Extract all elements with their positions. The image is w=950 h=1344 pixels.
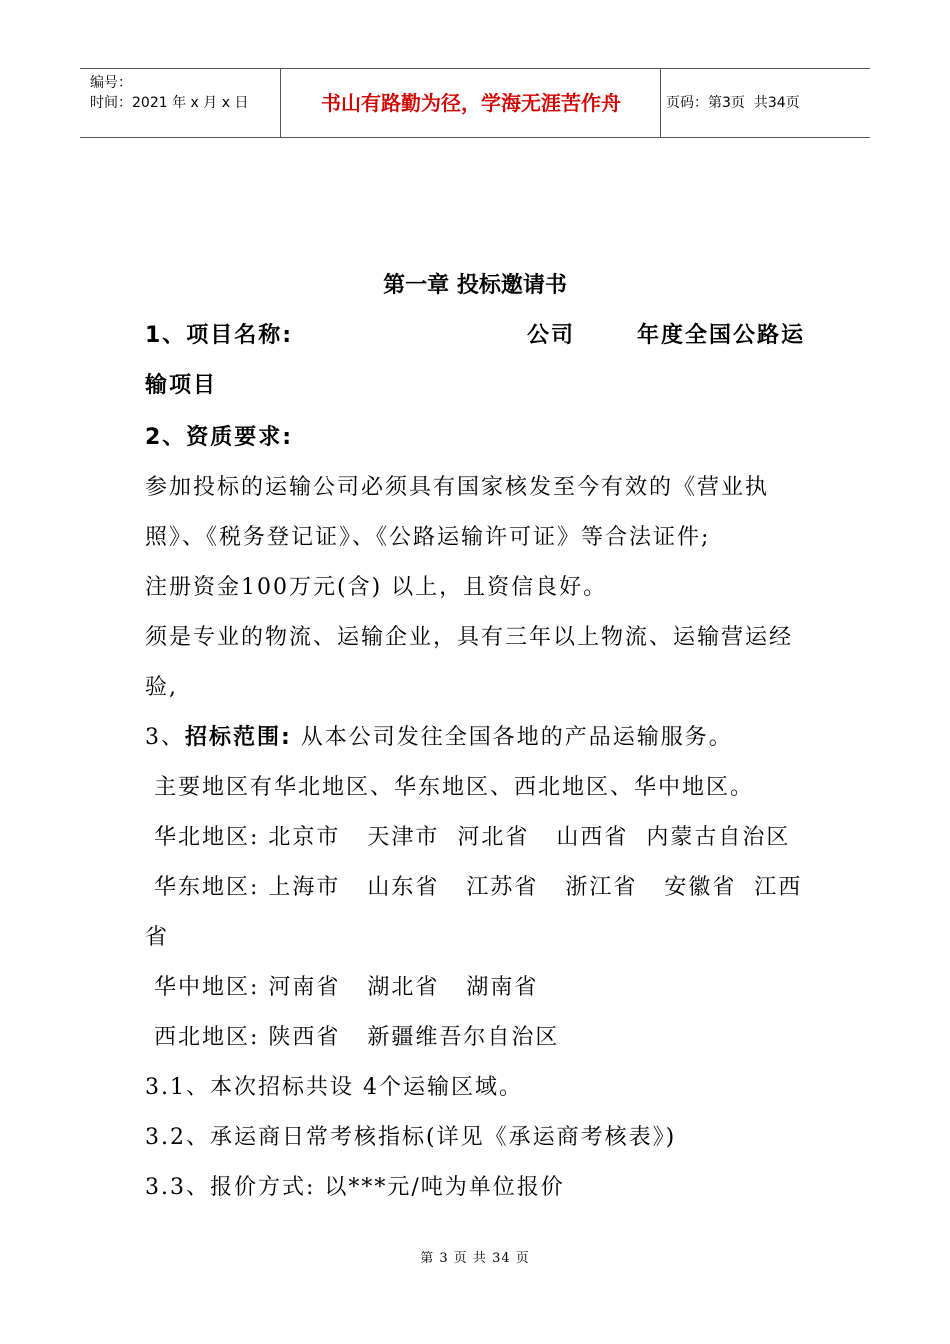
footer-mid: 页 共 xyxy=(448,1251,493,1266)
region-east-china: 华东地区: 上海市 山东省 江苏省 浙江省 安徽省 江西 xyxy=(145,875,803,900)
section-2-label: 2、资质要求: xyxy=(145,425,294,450)
header-meta xyxy=(90,73,248,113)
qualification-text: 照》、《税务登记证》、《公路运输许可证》等合法证件; xyxy=(145,525,711,550)
section-3-label: 招标范围: xyxy=(185,725,292,750)
header-page-mid: 页 共 xyxy=(730,95,768,111)
section-3-2: 3.2、承运商日常考核指标(详见《承运商考核表》) xyxy=(145,1125,677,1150)
section-1-project-name-cont: 输项目 xyxy=(145,373,218,398)
section-1-project-name: 年度全国公路运 xyxy=(637,323,806,348)
header-divider xyxy=(660,69,661,137)
capital-requirement: 注册资金100万元(含) 以上，且资信良好。 xyxy=(145,575,608,600)
section-1-label: 1、项目名称: xyxy=(145,323,294,348)
footer-page-number: 3 xyxy=(439,1251,449,1266)
footer-page-total: 34 xyxy=(492,1251,511,1266)
section-3-3: 3.3、报价方式: 以***元/吨为单位报价 xyxy=(145,1175,565,1200)
header-motto: 书山有路勤为径，学海无涯苦作舟 xyxy=(321,91,621,115)
footer-suffix: 页 xyxy=(510,1251,530,1266)
qualification-text: 参加投标的运输公司必须具有国家核发至今有效的《营业执 xyxy=(145,475,770,500)
experience-requirement-cont: 验, xyxy=(145,675,178,700)
section-3 xyxy=(145,720,733,751)
experience-requirement: 须是专业的物流、运输企业，具有三年以上物流、运输营运经 xyxy=(145,625,794,650)
section-3-1: 3.1、本次招标共设 4个运输区域。 xyxy=(145,1075,523,1100)
header-page-info xyxy=(666,69,800,137)
region-central-china: 华中地区: 河南省 湖北省 湖南省 xyxy=(145,975,539,1000)
page-header xyxy=(80,68,870,138)
document-number-label: 编号： xyxy=(90,75,132,91)
header-page-total: 34 xyxy=(767,95,786,111)
section-3-text: 从本公司发往全国各地的产品运输服务。 xyxy=(291,725,733,750)
region-northwest-china: 西北地区: 陕西省 新疆维吾尔自治区 xyxy=(145,1025,560,1050)
section-1-company: 公司 xyxy=(527,323,576,348)
region-east-china-cont: 省 xyxy=(145,925,170,950)
header-page-suffix: 页 xyxy=(785,95,800,111)
header-page-number: 3 xyxy=(722,95,731,111)
footer-prefix: 第 xyxy=(420,1251,440,1266)
regions-intro: 主要地区有华北地区、华东地区、西北地区、华中地区。 xyxy=(145,775,754,800)
region-north-china: 华北地区: 北京市 天津市 河北省 山西省 内蒙古自治区 xyxy=(145,825,791,850)
page-footer xyxy=(0,1247,950,1266)
header-divider xyxy=(280,69,281,137)
section-3-number: 3、 xyxy=(145,725,185,750)
document-time-label: 时间：2021 年 x 月 x 日 xyxy=(90,95,249,111)
header-page-prefix: 页码：第 xyxy=(666,95,722,111)
chapter-title: 第一章 投标邀请书 xyxy=(383,273,567,298)
